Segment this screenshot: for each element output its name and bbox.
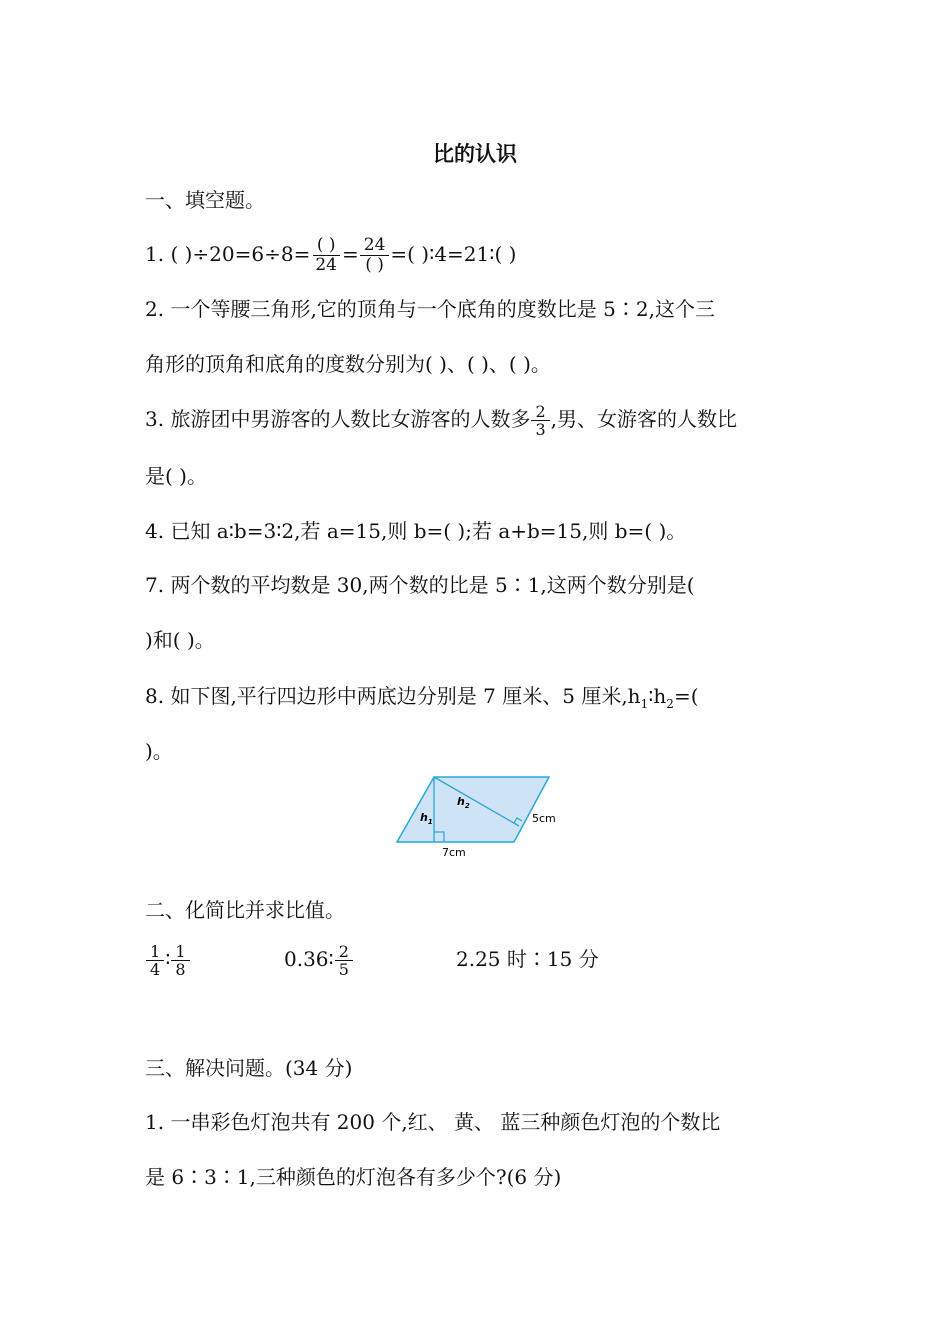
label-side-5cm: 5cm: [532, 812, 556, 825]
question-7-line-1: 7. 两个数的平均数是 30,两个数的比是 5∶1,这两个数分别是(: [145, 573, 695, 597]
fraction-two-fifths: $\frac{2}{5}$: [335, 943, 353, 978]
label-base-7cm: 7cm: [442, 846, 466, 859]
section2-item-2: 0.36∶ $\frac{2}{5}$: [284, 940, 354, 978]
question-7-line-2: )和( )。: [145, 628, 215, 652]
question-3-line-2: 是( )。: [145, 464, 207, 488]
question-8: 8. 如下图,平行四边形中两底边分别是 7 厘米、5 厘米$,h_1∶h_2=$(: [145, 684, 699, 711]
question-4: 4. 已知 a∶b=3∶2,若 a=15,则 b=( );若 a+b=15,则 b=( )。: [145, 519, 687, 543]
page-title: 比的认识: [433, 142, 517, 166]
question-2-line-1: 2. 一个等腰三角形,它的顶角与一个底角的度数比是 5∶2,这个三: [145, 297, 715, 321]
fraction-two-thirds: $\frac{2}{3}$: [531, 403, 549, 438]
question-2-line-2: 角形的顶角和底角的度数分别为( )、( )、( )。: [145, 352, 551, 376]
section2-item-3: 2.25 时∶15 分: [456, 947, 599, 971]
question-3: 3. 旅游团中男游客的人数比女游客的人数多 $\frac{2}{3}$ ,男、女游客的人数比: [145, 402, 737, 439]
parallelogram-shape: [397, 777, 549, 842]
fraction-one-quarter: $\frac{1}{4}$: [146, 943, 164, 978]
section3-question-1-line-1: 1. 一串彩色灯泡共有 200 个,红、 黄、 蓝三种颜色灯泡的个数比: [145, 1110, 721, 1134]
label-h2: $h_2$: [457, 795, 470, 810]
fraction-one-eighth: $\frac{1}{8}$: [171, 943, 189, 978]
fraction-1: $\frac{( )}{24}$: [311, 236, 341, 275]
section3-question-1-line-2: 是 6∶3∶1,三种颜色的灯泡各有多少个?(6 分): [145, 1165, 562, 1189]
section1-heading: 一、填空题。: [145, 188, 265, 212]
section2-heading: 二、化简比并求比值。: [145, 898, 345, 922]
question-8-line-2: )。: [145, 739, 173, 763]
section2-items: $\frac{1}{4}$ ∶ $\frac{1}{8}$: [145, 940, 191, 978]
label-h1: $h_1$: [420, 811, 433, 826]
fraction-2: $\frac{24}{( )}$: [360, 236, 390, 275]
section3-heading: 三、解决问题。(34 分): [145, 1056, 353, 1080]
parallelogram-figure: [390, 770, 570, 865]
question-1: 1. ( )÷20=6÷8= $\frac{( )}{24}$ = $\frac{24}{( )}$ =( )∶4=21∶( ): [145, 235, 517, 275]
